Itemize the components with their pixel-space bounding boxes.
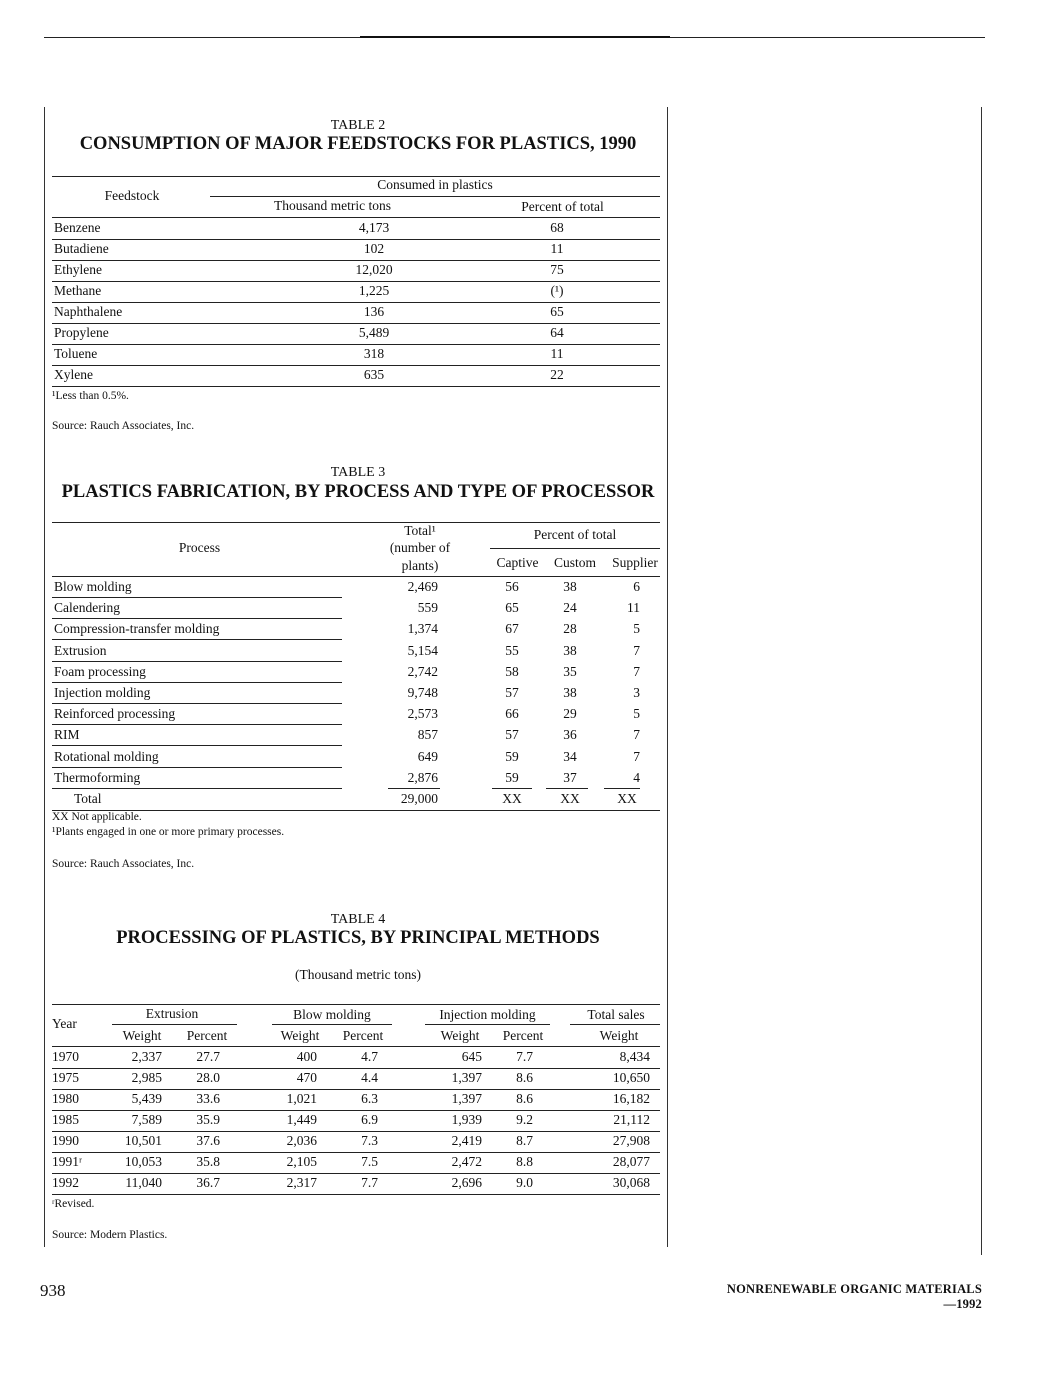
blow-molding-weight: 2,105 <box>286 1154 317 1169</box>
extrusion-percent: 35.9 <box>196 1112 220 1127</box>
total-rule <box>492 788 532 789</box>
extrusion-weight: 2,337 <box>131 1049 162 1064</box>
blow-molding-weight: 2,317 <box>286 1175 317 1190</box>
table-row <box>52 1111 660 1132</box>
total-rule <box>546 788 588 789</box>
table-row <box>52 240 660 261</box>
percent-of-total: 22 <box>550 367 564 382</box>
total-plants: 2,876 <box>407 769 438 785</box>
total-sales-weight: 27,908 <box>612 1133 650 1148</box>
supplier-percent: 7 <box>633 663 640 679</box>
custom-percent: 34 <box>563 748 577 764</box>
blow-molding-percent: 6.9 <box>361 1112 378 1127</box>
process-name: Extrusion <box>54 642 107 658</box>
extrusion-percent: 28.0 <box>196 1070 220 1085</box>
supplier-percent: 7 <box>633 748 640 764</box>
supplier-percent: 3 <box>633 685 640 700</box>
captive-percent: 57 <box>505 727 519 743</box>
total-plants: 2,469 <box>407 579 438 594</box>
total-sales-weight: 16,182 <box>612 1091 650 1106</box>
total-plants: 9,748 <box>407 685 438 700</box>
year: 1992 <box>52 1175 79 1190</box>
total-plants: 2,573 <box>407 706 438 722</box>
supplier-percent: 5 <box>633 621 640 637</box>
injection-molding-percent: 8.7 <box>516 1133 533 1148</box>
process-name: Blow molding <box>54 579 132 594</box>
column-header-percent: Percent of total <box>521 199 604 214</box>
table-row <box>52 1153 660 1174</box>
year: 1970 <box>52 1049 79 1064</box>
injection-molding-percent: 9.2 <box>516 1112 533 1127</box>
table-subtitle: (Thousand metric tons) <box>295 967 421 982</box>
row-rule <box>52 386 660 387</box>
captive-percent: 57 <box>505 685 519 700</box>
table-row <box>52 1048 660 1069</box>
total-sales-weight: 21,112 <box>613 1112 650 1127</box>
custom-percent: 38 <box>563 642 577 658</box>
table-rule <box>52 1004 660 1005</box>
injection-molding-weight: 1,397 <box>451 1070 482 1085</box>
extrusion-percent: 27.7 <box>196 1049 220 1064</box>
captive-percent: 58 <box>505 663 519 679</box>
blow-molding-percent: 7.5 <box>361 1154 378 1169</box>
total-rule <box>604 788 640 789</box>
column-header-weight: Weight <box>599 1028 639 1043</box>
injection-molding-percent: 8.8 <box>516 1154 533 1169</box>
table-row <box>52 1174 660 1195</box>
year: 1990 <box>52 1133 79 1148</box>
blow-molding-percent: 6.3 <box>361 1091 378 1106</box>
total-sales-weight: 28,077 <box>612 1154 650 1169</box>
footnote: ʳRevised. <box>52 1198 95 1210</box>
column-group-header: Percent of total <box>533 527 617 542</box>
extrusion-weight: 10,053 <box>124 1154 162 1169</box>
extrusion-weight: 10,501 <box>124 1133 162 1148</box>
percent-of-total: (¹) <box>550 283 564 298</box>
percent-of-total: 65 <box>550 304 564 319</box>
total-label: Total <box>74 791 102 806</box>
captive-percent: 67 <box>505 621 519 637</box>
table-rule <box>112 1024 237 1025</box>
footnote: ¹Plants engaged in one or more primary processes. <box>52 826 285 838</box>
total-plants: 649 <box>417 748 438 764</box>
consumed-tons: 4,173 <box>358 220 390 235</box>
supplier-percent: 5 <box>633 706 640 722</box>
table-rule <box>52 522 660 523</box>
feedstock-name: Naphthalene <box>54 304 123 319</box>
custom-percent: XX <box>560 791 580 806</box>
column-header-supplier: Supplier <box>612 555 658 570</box>
blow-molding-weight: 2,036 <box>286 1133 317 1148</box>
group-header-injection-molding: Injection molding <box>439 1007 536 1022</box>
table-row <box>52 642 660 663</box>
row-rule <box>52 724 342 725</box>
total-sales-weight: 30,068 <box>612 1175 650 1190</box>
table-row <box>52 324 660 345</box>
column-header-weight: Weight <box>440 1028 480 1043</box>
process-name: RIM <box>54 727 80 743</box>
process-name: Rotational molding <box>54 748 159 764</box>
source-note: Source: Rauch Associates, Inc. <box>52 420 195 432</box>
column-header-year: Year <box>52 1016 77 1031</box>
injection-molding-percent: 8.6 <box>516 1070 533 1085</box>
table-row <box>52 261 660 282</box>
row-rule <box>52 639 342 640</box>
extrusion-percent: 37.6 <box>196 1133 220 1148</box>
blow-molding-percent: 7.7 <box>361 1175 378 1190</box>
supplier-percent: XX <box>617 791 637 806</box>
total-sales-weight: 10,650 <box>612 1070 650 1085</box>
table-row <box>52 726 660 747</box>
feedstock-name: Ethylene <box>54 262 102 277</box>
extrusion-percent: 35.8 <box>196 1154 220 1169</box>
total-plants: 857 <box>417 727 438 743</box>
table-rule <box>210 196 660 197</box>
column-header-total: Total¹ <box>404 523 436 538</box>
custom-percent: 36 <box>563 727 577 743</box>
table-row <box>52 684 660 705</box>
year: 1991ʳ <box>52 1154 82 1169</box>
column-header-feedstock: Feedstock <box>104 188 160 203</box>
table-number: TABLE 2 <box>330 118 386 133</box>
supplier-percent: 6 <box>633 579 640 594</box>
process-name: Injection molding <box>54 685 151 700</box>
feedstock-name: Toluene <box>54 346 98 361</box>
feedstock-name: Xylene <box>54 367 93 382</box>
process-name: Thermoforming <box>54 769 141 785</box>
total-plants: 5,154 <box>407 642 438 658</box>
total-plants: 2,742 <box>407 663 438 679</box>
row-rule <box>52 597 342 598</box>
captive-percent: 66 <box>505 706 519 722</box>
table-row <box>52 599 660 620</box>
table-bottom-rule <box>52 810 660 811</box>
percent-of-total: 11 <box>550 346 564 361</box>
table-rule <box>425 1024 550 1025</box>
table-rule <box>52 576 660 577</box>
blow-molding-weight: 400 <box>296 1049 317 1064</box>
percent-of-total: 75 <box>550 262 564 277</box>
table-row <box>52 620 660 641</box>
feedstock-name: Methane <box>54 283 102 298</box>
total-plants: 1,374 <box>407 621 438 637</box>
row-rule <box>52 682 342 683</box>
center-column-line <box>667 107 668 1247</box>
table-number: TABLE 3 <box>330 465 386 480</box>
table-row <box>52 578 660 599</box>
row-rule <box>52 745 342 746</box>
table-rule <box>272 1024 392 1025</box>
extrusion-percent: 36.7 <box>196 1175 220 1190</box>
table-row <box>52 282 660 303</box>
injection-molding-weight: 645 <box>461 1049 482 1064</box>
column-header-percent: Percent <box>186 1028 228 1043</box>
right-margin-line <box>981 107 982 1255</box>
column-header-total-line3: plants) <box>401 558 439 573</box>
custom-percent: 24 <box>563 600 577 616</box>
total-plants: 559 <box>417 600 438 616</box>
table-row <box>52 303 660 324</box>
row-rule <box>52 618 342 619</box>
running-footer: NONRENEWABLE ORGANIC MATERIALS—1992 <box>726 1282 982 1311</box>
column-header-process: Process <box>178 540 221 555</box>
consumed-tons: 318 <box>363 346 385 361</box>
column-header-percent: Percent <box>502 1028 544 1043</box>
column-header-tons: Thousand metric tons <box>274 198 391 213</box>
table-row <box>52 1090 660 1111</box>
supplier-percent: 11 <box>627 600 640 616</box>
year: 1985 <box>52 1112 79 1127</box>
column-header-total-line2: (number of <box>389 540 451 555</box>
supplier-percent: 4 <box>633 769 640 785</box>
injection-molding-weight: 1,939 <box>451 1112 482 1127</box>
table-row <box>52 1069 660 1090</box>
consumed-tons: 136 <box>363 304 385 319</box>
table-row <box>52 219 660 240</box>
table-rule <box>52 1046 660 1047</box>
column-header-custom: Custom <box>553 555 596 570</box>
process-name: Calendering <box>54 600 120 616</box>
extrusion-weight: 11,040 <box>125 1175 162 1190</box>
supplier-percent: 7 <box>633 727 640 743</box>
year: 1975 <box>52 1070 79 1085</box>
column-header-percent: Percent <box>342 1028 384 1043</box>
total-plants: 29,000 <box>400 791 438 806</box>
process-name: Reinforced processing <box>54 706 176 722</box>
group-header-total-sales: Total sales <box>587 1007 645 1022</box>
custom-percent: 29 <box>563 706 577 722</box>
custom-percent: 38 <box>563 579 577 594</box>
source-note: Source: Modern Plastics. <box>52 1229 168 1241</box>
injection-molding-percent: 8.6 <box>516 1091 533 1106</box>
extrusion-weight: 7,589 <box>131 1112 162 1127</box>
consumed-tons: 1,225 <box>358 283 390 298</box>
captive-percent: XX <box>502 791 522 806</box>
consumed-tons: 5,489 <box>358 325 390 340</box>
consumed-tons: 12,020 <box>355 262 393 277</box>
footnote: ¹Less than 0.5%. <box>52 390 129 402</box>
captive-percent: 59 <box>505 769 519 785</box>
page-number: 938 <box>40 1281 66 1300</box>
row-rule <box>52 767 342 768</box>
blow-molding-weight: 1,021 <box>286 1091 317 1106</box>
custom-percent: 37 <box>563 769 577 785</box>
injection-molding-weight: 2,696 <box>451 1175 482 1190</box>
group-header-blow-molding: Blow molding <box>293 1007 371 1022</box>
consumed-tons: 635 <box>363 367 385 382</box>
table-title: CONSUMPTION OF MAJOR FEEDSTOCKS FOR PLASTICS, 1990 <box>79 134 637 154</box>
captive-percent: 59 <box>505 748 519 764</box>
table-rule <box>570 1024 660 1025</box>
table-title: PLASTICS FABRICATION, BY PROCESS AND TYPE OF PROCESSOR <box>61 482 655 502</box>
group-header-extrusion: Extrusion <box>145 1006 199 1021</box>
left-margin-line <box>44 107 45 1247</box>
total-sales-weight: 8,434 <box>619 1049 650 1064</box>
page-top-rule-accent <box>360 36 670 38</box>
column-header-weight: Weight <box>280 1028 320 1043</box>
blow-molding-percent: 4.7 <box>361 1049 378 1064</box>
table-row <box>52 345 660 366</box>
table-title: PROCESSING OF PLASTICS, BY PRINCIPAL METHODS <box>116 928 600 948</box>
percent-of-total: 64 <box>550 325 564 340</box>
custom-percent: 28 <box>563 621 577 637</box>
injection-molding-percent: 7.7 <box>516 1049 533 1064</box>
process-name: Foam processing <box>54 663 146 679</box>
injection-molding-percent: 9.0 <box>516 1175 533 1190</box>
extrusion-weight: 2,985 <box>131 1070 162 1085</box>
column-header-captive: Captive <box>496 555 539 570</box>
captive-percent: 65 <box>505 600 519 616</box>
table-rule <box>52 217 660 218</box>
feedstock-name: Butadiene <box>54 241 109 256</box>
column-group-header: Consumed in plastics <box>377 177 493 192</box>
source-note: Source: Rauch Associates, Inc. <box>52 858 195 870</box>
column-header-weight: Weight <box>122 1028 162 1043</box>
table-row <box>52 705 660 726</box>
table-rule <box>490 548 660 549</box>
injection-molding-weight: 2,419 <box>451 1133 482 1148</box>
table-row <box>52 1132 660 1153</box>
blow-molding-weight: 470 <box>296 1070 317 1085</box>
table-row <box>52 663 660 684</box>
blow-molding-percent: 7.3 <box>361 1133 378 1148</box>
row-rule <box>52 788 342 789</box>
total-rule <box>388 788 440 789</box>
feedstock-name: Benzene <box>54 220 101 235</box>
captive-percent: 56 <box>505 579 519 594</box>
injection-molding-weight: 2,472 <box>451 1154 482 1169</box>
footnote: XX Not applicable. <box>52 811 142 823</box>
table-number: TABLE 4 <box>330 912 386 927</box>
table-row <box>52 769 660 790</box>
blow-molding-percent: 4.4 <box>361 1070 378 1085</box>
extrusion-percent: 33.6 <box>196 1091 220 1106</box>
supplier-percent: 7 <box>633 642 640 658</box>
row-rule <box>52 661 342 662</box>
table-row <box>52 366 660 387</box>
percent-of-total: 68 <box>550 220 564 235</box>
year: 1980 <box>52 1091 79 1106</box>
total-row <box>52 790 660 811</box>
percent-of-total: 11 <box>550 241 564 256</box>
captive-percent: 55 <box>505 642 519 658</box>
row-rule <box>52 703 342 704</box>
table-row <box>52 748 660 769</box>
blow-molding-weight: 1,449 <box>286 1112 317 1127</box>
process-name: Compression-transfer molding <box>54 621 220 637</box>
injection-molding-weight: 1,397 <box>451 1091 482 1106</box>
custom-percent: 38 <box>563 685 577 700</box>
extrusion-weight: 5,439 <box>131 1091 162 1106</box>
consumed-tons: 102 <box>363 241 385 256</box>
custom-percent: 35 <box>563 663 577 679</box>
row-rule <box>52 1194 660 1195</box>
feedstock-name: Propylene <box>54 325 109 340</box>
